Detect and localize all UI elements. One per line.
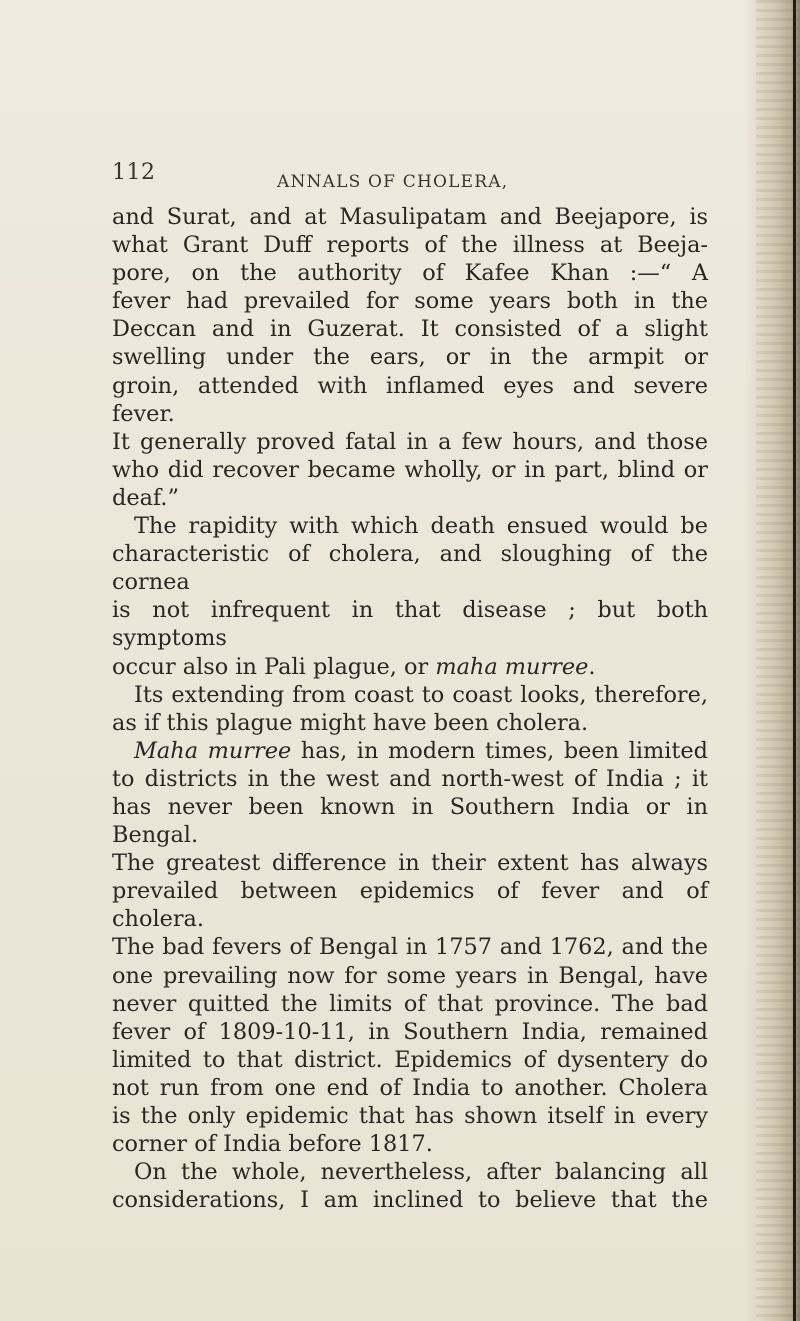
body-line: what Grant Duff reports of the illness at Beeja- <box>112 232 708 259</box>
body-line: corner of India before 1817. <box>112 1131 433 1158</box>
page-edge-line <box>793 0 796 1321</box>
body-line: to districts in the west and north-west of India ; it <box>112 765 708 792</box>
page-number: 112 <box>112 160 156 185</box>
body-line: The greatest difference in their extent has always <box>112 850 708 877</box>
body-line: Deccan and in Guzerat. It consisted of a slight <box>112 316 708 343</box>
body-line: fever had prevailed for some years both in the <box>112 288 708 315</box>
body-line: and Surat, and at Masulipatam and Beejapore, is <box>112 204 708 230</box>
body-line: characteristic of cholera, and sloughing of the cornea <box>112 541 708 596</box>
body-line: never quitted the limits of that province. The bad <box>112 990 708 1017</box>
body-line: On the whole, nevertheless, after balancing all <box>134 1159 708 1186</box>
body-line: pore, on the authority of Kafee Khan :—“ A <box>112 260 708 287</box>
text-run: . <box>588 653 596 680</box>
body-line: limited to that district. Epidemics of dysentery do <box>112 1046 708 1073</box>
italic-term: maha murree <box>435 653 589 680</box>
body-line: one prevailing now for some years in Bengal, have <box>112 962 708 989</box>
body-line: is not infrequent in that disease ; but both symptoms <box>112 597 708 652</box>
text-run: occur also in Pali plague, or <box>112 653 436 680</box>
body-line: is the only epidemic that has shown itself in every <box>112 1103 708 1129</box>
body-line: It generally proved fatal in a few hours, and those <box>112 428 708 455</box>
body-line: fever of 1809-10-11, in Southern India, remained <box>112 1018 708 1045</box>
italic-term: Maha murree <box>134 737 292 764</box>
body-text <box>112 203 708 1214</box>
body-line: The bad fevers of Bengal in 1757 and 1762, and the <box>112 934 708 961</box>
body-line: has never been known in Southern India or in Bengal. <box>112 793 708 849</box>
body-line-mixed <box>112 653 708 681</box>
body-line: who did recover became wholly, or in part, blind or <box>112 456 708 483</box>
body-line: swelling under the ears, or in the armpit or <box>112 344 708 371</box>
body-line: The rapidity with which death ensued would be <box>134 513 708 540</box>
body-line: deaf.” <box>112 484 179 511</box>
body-line: considerations, I am inclined to believe that the <box>112 1187 708 1214</box>
text-run: has, in modern times, been limited <box>291 737 708 764</box>
running-head: ANNALS OF CHOLERA, <box>277 172 509 192</box>
body-line-mixed <box>112 737 708 765</box>
body-line: as if this plague might have been cholera. <box>112 709 589 736</box>
body-line: prevailed between epidemics of fever and of cholera. <box>112 878 708 933</box>
body-line: Its extending from coast to coast looks, therefore, <box>134 681 708 708</box>
body-line: not run from one end of India to another. Cholera <box>112 1074 708 1101</box>
body-line: groin, attended with inflamed eyes and severe fever. <box>112 372 708 427</box>
